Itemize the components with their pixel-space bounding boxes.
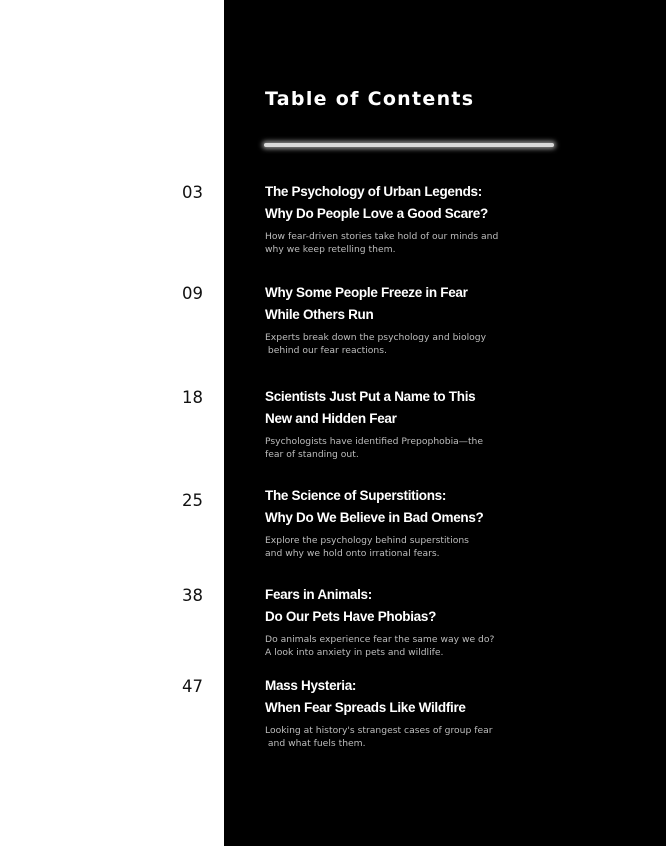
entry-title: Mass Hysteria: When Fear Spreads Like Wildfire (265, 678, 466, 715)
entry-description: Do animals experience fear the same way we do? A look into anxiety in pets and wildlife. (265, 634, 495, 658)
page-number: 09 (182, 284, 203, 303)
page-number: 03 (182, 183, 203, 202)
entry-title: Scientists Just Put a Name to This New and Hidden Fear (265, 389, 476, 426)
page-number: 38 (182, 586, 203, 605)
page-number: 47 (182, 677, 203, 696)
page-title: Table of Contents (265, 88, 475, 110)
title-divider (264, 143, 554, 147)
entry-title: Fears in Animals: Do Our Pets Have Phobias? (265, 587, 437, 624)
entry-title: The Science of Superstitions: Why Do We Believe in Bad Omens? (265, 488, 484, 525)
page-number: 18 (182, 388, 203, 407)
entry-description: Looking at history's strangest cases of group fear and what fuels them. (265, 725, 493, 749)
page-margin-panel (0, 0, 224, 846)
entry-title: The Psychology of Urban Legends: Why Do People Love a Good Scare? (265, 184, 488, 221)
entry-description: Psychologists have identified Prepophobia—the fear of standing out. (265, 436, 484, 460)
entry-description: How fear-driven stories take hold of our minds and why we keep retelling them. (265, 231, 499, 255)
entry-title: Why Some People Freeze in Fear While Others Run (265, 285, 468, 322)
page-number: 25 (182, 491, 203, 510)
entry-description: Explore the psychology behind superstitions and why we hold onto irrational fears. (265, 535, 469, 559)
entry-description: Experts break down the psychology and biology behind our fear reactions. (265, 332, 487, 356)
